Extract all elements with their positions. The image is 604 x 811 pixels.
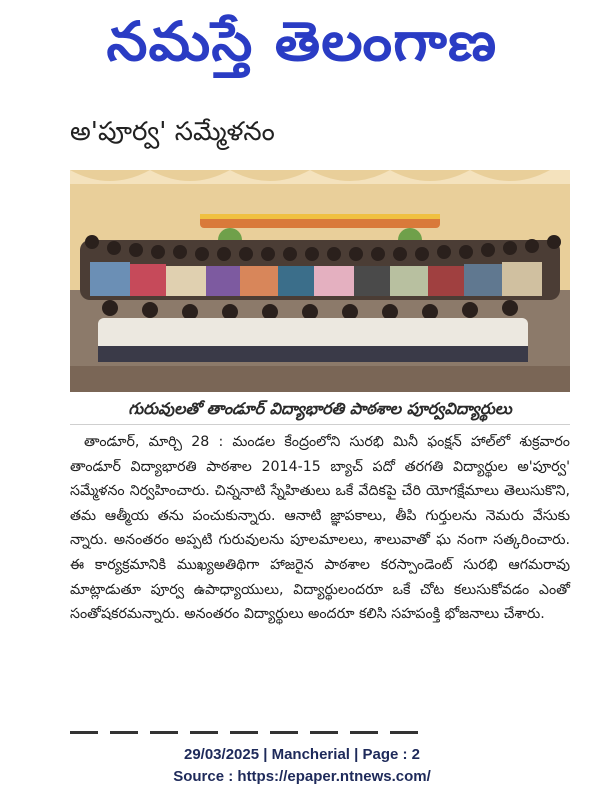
page-footer [0, 744, 604, 788]
newspaper-masthead [0, 0, 604, 90]
photo-caption: గురువులతో తాండూర్ విద్యాభారతి పాఠశాల పూర్వవిద్యార్థులు [70, 394, 570, 425]
footer-date-edition: 29/03/2025 | Mancherial | Page : 2 [183, 746, 421, 763]
masthead-title: నమస్తే తెలంగాణ [106, 10, 498, 73]
next-article-cutoff [70, 726, 430, 734]
footer-source-link[interactable]: Source : https://epaper.ntnews.com/ [173, 768, 431, 785]
article-headline: అ'పూర్వ' సమ్మేళనం [70, 117, 275, 147]
article-body: తాండూర్, మార్చి 28 : మండల కేంద్రంలోని సురభి మినీ ఫంక్షన్ హాల్‌లో శుక్రవారం తాండూర్ విద్యాభారతి పాఠశాల 2014-15 బ్యాచ్ పదో తరగతి విద్యార్థుల అ'పూర్వ' సమ్మేళనం నిర్వహించారు. చిన్ననాటి స్నేహితులు ఒకే వేదికపై చేరి యోగక్షేమాలు తెలుసుకొని, తమ ఆత్మీయ తను పంచుకున్నారు. ఆనాటి జ్ఞాపకాలు, తీపి గుర్తులను నెమరు వేసుకు న్నారు. అనంతరం అప్పటి గురువులను పూలమాలలు, శాలువాతో ఘ నంగా సత్కరించారు. ఈ కార్యక్రమానికి ముఖ్యఅతిథిగా హాజరైన పాఠశాల కరస్పాండెంట్ సురభి ఆగమరావు మాట్లాడుతూ పూర్వ ఉపాధ్యాయులు, విద్యార్థులందరూ ఒకే చోట కలుసుకోవడం ఎంతో సంతోషకరమన్నారు. అనంతరం విద్యార్థులు అందరూ కలిసి సహపంక్తి భోజనాలు చేశారు. [70, 434, 570, 623]
group-photo-illustration [70, 170, 570, 392]
group-photo [70, 170, 570, 392]
